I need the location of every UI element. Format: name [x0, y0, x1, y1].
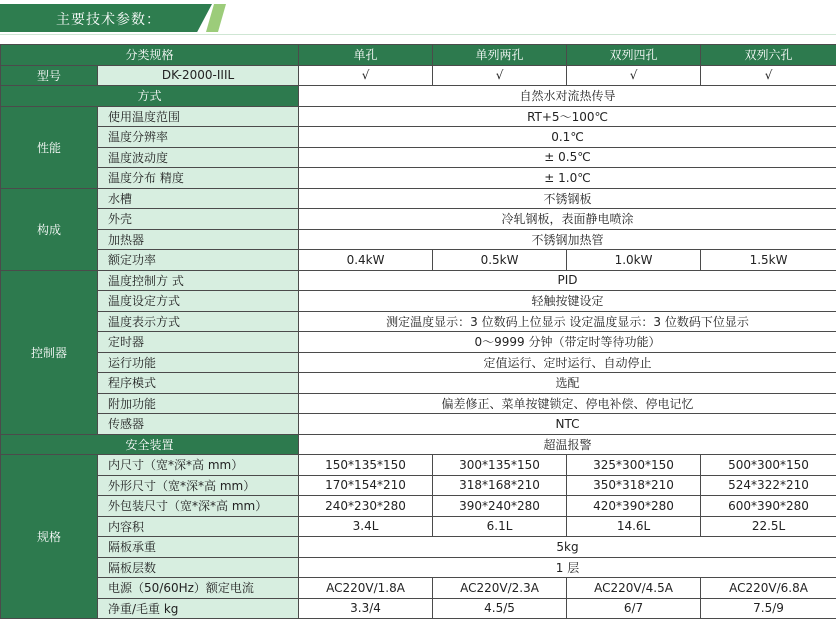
- row-label: 内尺寸（宽*深*高 mm）: [98, 455, 299, 476]
- method-label: 方式: [1, 86, 299, 107]
- row-value: 0.1℃: [299, 127, 836, 148]
- banner-title: 主要技术参数：: [56, 12, 161, 28]
- row-value: 318*168*210: [433, 475, 567, 496]
- check-mark: √: [299, 65, 433, 86]
- spec-row: [1, 496, 836, 517]
- row-value: 测定温度显示：3 位数码上位显示 设定温度显示：3 位数码下位显示: [299, 311, 836, 332]
- row-value: 定值运行、定时运行、自动停止: [299, 352, 836, 373]
- row-value: 6.1L: [433, 516, 567, 537]
- row-value: 0.5kW: [433, 250, 567, 271]
- check-mark: √: [567, 65, 701, 86]
- header-variant: 双列四孔: [567, 45, 701, 66]
- spec-row: [1, 147, 836, 168]
- spec-row: [1, 270, 836, 291]
- group-specs: 规格: [1, 455, 98, 619]
- banner-rule: [0, 34, 836, 35]
- safety-value: 超温报警: [299, 434, 836, 455]
- row-value: ± 0.5℃: [299, 147, 836, 168]
- row-value: 0～9999 分钟（带定时等待功能）: [299, 332, 836, 353]
- group-performance: 性能: [1, 106, 98, 188]
- row-value: 325*300*150: [567, 455, 701, 476]
- spec-row: [1, 373, 836, 394]
- row-value: 偏差修正、菜单按键锁定、停电补偿、停电记忆: [299, 393, 836, 414]
- row-value: 5kg: [299, 537, 836, 558]
- row-label: 外形尺寸（宽*深*高 mm）: [98, 475, 299, 496]
- row-value: AC220V/6.8A: [701, 578, 836, 599]
- row-label: 附加功能: [98, 393, 299, 414]
- row-value: 3.3/4: [299, 598, 433, 619]
- row-value: 选配: [299, 373, 836, 394]
- row-label: 温度分布 精度: [98, 168, 299, 189]
- row-value: RT+5～100℃: [299, 106, 836, 127]
- row-value: 0.4kW: [299, 250, 433, 271]
- row-value: 1 层: [299, 557, 836, 578]
- spec-row: [1, 209, 836, 230]
- row-value: 14.6L: [567, 516, 701, 537]
- spec-row: [1, 229, 836, 250]
- row-value: 150*135*150: [299, 455, 433, 476]
- spec-row: [1, 352, 836, 373]
- check-mark: √: [433, 65, 567, 86]
- spec-row: [1, 106, 836, 127]
- row-label: 外包装尺寸（宽*深*高 mm）: [98, 496, 299, 517]
- row-value: 300*135*150: [433, 455, 567, 476]
- row-label: 温度分辨率: [98, 127, 299, 148]
- model-value: DK-2000-IIIL: [98, 65, 299, 86]
- header-category: 分类规格: [1, 45, 299, 66]
- method-row: [1, 86, 836, 107]
- row-value: 600*390*280: [701, 496, 836, 517]
- header-variant: 双列六孔: [701, 45, 836, 66]
- safety-row: [1, 434, 836, 455]
- row-value: 390*240*280: [433, 496, 567, 517]
- header-variant: 单列两孔: [433, 45, 567, 66]
- row-value: NTC: [299, 414, 836, 435]
- row-value: 500*300*150: [701, 455, 836, 476]
- spec-row: [1, 127, 836, 148]
- check-mark: √: [701, 65, 836, 86]
- row-value: ± 1.0℃: [299, 168, 836, 189]
- row-label: 程序模式: [98, 373, 299, 394]
- row-value: 7.5/9: [701, 598, 836, 619]
- group-controller: 控制器: [1, 270, 98, 434]
- spec-row: [1, 188, 836, 209]
- spec-row: [1, 455, 836, 476]
- spec-row: [1, 393, 836, 414]
- row-value: 350*318*210: [567, 475, 701, 496]
- row-label: 隔板承重: [98, 537, 299, 558]
- row-value: 轻触按键设定: [299, 291, 836, 312]
- row-value: 420*390*280: [567, 496, 701, 517]
- row-value: 1.5kW: [701, 250, 836, 271]
- spec-row: [1, 537, 836, 558]
- spec-row: [1, 250, 836, 271]
- spec-table: [0, 44, 836, 619]
- row-value: AC220V/4.5A: [567, 578, 701, 599]
- spec-row: [1, 475, 836, 496]
- row-value: 1.0kW: [567, 250, 701, 271]
- row-value: 不锈钢加热管: [299, 229, 836, 250]
- row-label: 内容积: [98, 516, 299, 537]
- spec-row: [1, 311, 836, 332]
- header-variant: 单孔: [299, 45, 433, 66]
- row-value: 4.5/5: [433, 598, 567, 619]
- group-construction: 构成: [1, 188, 98, 270]
- row-value: AC220V/2.3A: [433, 578, 567, 599]
- spec-row: [1, 291, 836, 312]
- model-label: 型号: [1, 65, 98, 86]
- row-value: 3.4L: [299, 516, 433, 537]
- row-value: 524*322*210: [701, 475, 836, 496]
- row-value: 240*230*280: [299, 496, 433, 517]
- row-value: 22.5L: [701, 516, 836, 537]
- row-label: 电源（50/60Hz）额定电流: [98, 578, 299, 599]
- row-label: 使用温度范围: [98, 106, 299, 127]
- safety-label: 安全装置: [1, 434, 299, 455]
- spec-row: [1, 516, 836, 537]
- row-label: 水槽: [98, 188, 299, 209]
- spec-row: [1, 557, 836, 578]
- row-label: 温度控制方 式: [98, 270, 299, 291]
- row-label: 温度波动度: [98, 147, 299, 168]
- spec-row: [1, 578, 836, 599]
- header-row: [1, 45, 836, 66]
- row-label: 外壳: [98, 209, 299, 230]
- row-value: PID: [299, 270, 836, 291]
- section-banner: [0, 0, 836, 44]
- spec-row: [1, 168, 836, 189]
- method-value: 自然水对流热传导: [299, 86, 836, 107]
- row-label: 定时器: [98, 332, 299, 353]
- model-row: [1, 65, 836, 86]
- row-value: 不锈钢板: [299, 188, 836, 209]
- spec-row: [1, 332, 836, 353]
- spec-row: [1, 414, 836, 435]
- row-label: 隔板层数: [98, 557, 299, 578]
- row-label: 温度设定方式: [98, 291, 299, 312]
- row-label: 传感器: [98, 414, 299, 435]
- row-value: 冷轧钢板，表面静电喷涂: [299, 209, 836, 230]
- row-value: 6/7: [567, 598, 701, 619]
- row-label: 额定功率: [98, 250, 299, 271]
- row-value: AC220V/1.8A: [299, 578, 433, 599]
- row-label: 加热器: [98, 229, 299, 250]
- row-value: 170*154*210: [299, 475, 433, 496]
- spec-row: [1, 598, 836, 619]
- row-label: 温度表示方式: [98, 311, 299, 332]
- row-label: 净重/毛重 kg: [98, 598, 299, 619]
- row-label: 运行功能: [98, 352, 299, 373]
